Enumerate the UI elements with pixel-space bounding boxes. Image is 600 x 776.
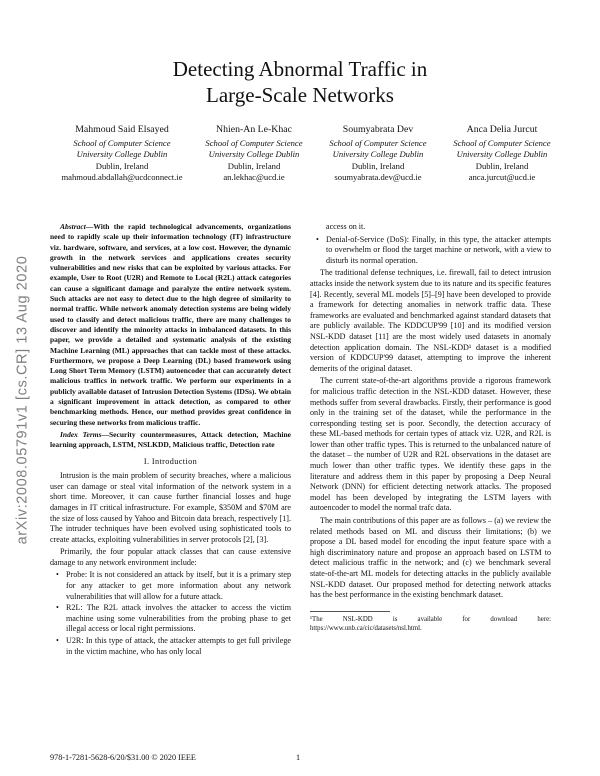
abstract [50,222,291,428]
list-item-text: U2R: In this type of attack, the attacker attempts to get full privilege in the victim machine, who has only local [66,636,291,656]
author-email: soumyabrata.dev@ucd.ie [334,171,422,182]
attack-class-list-continued [310,235,551,267]
author-name: Soumyabrata Dev [342,124,414,135]
title-line-2: Large-Scale Networks [206,83,394,107]
author-city: Dublin, Ireland [227,160,281,171]
author-dept: School of Computer Science [329,138,427,149]
list-item [316,234,551,267]
author-name: Anca Delia Jurcut [466,124,538,135]
intro-paragraph-2: Primarily, the four popular attack classes that can cause extensive damage to any network environment include: [50,547,291,567]
author-dept: School of Computer Science [205,138,303,149]
list-item-text: Denial-of-Service (DoS): Finally, in this type, the attacker attempts to overwhelm or flood the target machine or network, with a view to disturb its normal operation. [326,234,551,265]
left-column [50,222,291,659]
list-item-text: R2L: The R2L attack involves the attacker to access the victim machine using some vulnerabilities from the probing phase to get illegal access or local right permissions. [66,603,291,634]
body-paragraph-3: The main contributions of this paper are as follows – (a) we review the related methods based on ML and discuss their limitations; (b) we propose a DL based model for encoding the input feature space with a high discriminatory nature and propose an approach based on LSTM to detect malicious traffic in the network; and (c) we benchmark several state-of-the-art ML models for detecting attacks in the publicly available NSL-KDD dataset. Our proposed method for detecting network attacks has the best performance in the existing benchmark dataset. [310,516,551,600]
copyright-footer: 978-1-7281-5628-6/20/$31.00 © 2020 IEEE [50,753,196,762]
list-item-text: Probe: It is not considered an attack by itself, but it is a primary step for any attacker to get more information about any network vulnerabilities that will allow for a future attack. [66,570,291,601]
author-name: Mahmoud Said Elsayed [75,124,169,135]
author-dept: School of Computer Science [453,138,551,149]
author-city: Dublin, Ireland [95,160,149,171]
index-terms-label: Index Terms [60,429,102,439]
author-email: an.lekhac@ucd.ie [223,171,285,182]
author-email: mahmoud.abdallah@ucdconnect.ie [61,171,183,182]
author-dept: School of Computer Science [73,138,171,149]
footnote-rule [310,611,390,612]
bullet-icon: • [56,636,59,646]
right-column [310,222,551,635]
author-univ: University College Dublin [332,149,424,160]
abstract-text: —With the rapid technological advancements, organizations need to rapidly scale up their information technology (IT) infrastructure viz. hardware, software, and services, at a low cost. However, the dynamic growth in the network services and applications creates security vulnerabilities and new risks that can be exploited by various attacks. For example, User to Root (U2R) and Remote to Local (R2L) attack categories can cause a significant damage and paralyze the entire network system. Such attacks are not easy to detect due to the high degree of similarity to normal traffic. While network anomaly detection systems are being widely used to classify and detect malicious traffic, there are many challenges to discover and identify the minority attacks in imbalanced datasets. In this paper, we provide a detailed and systematic analysis of the existing Machine Learning (ML) approaches that can tackle most of these attacks. Furthermore, we propose a Deep Learning (DL) based framework using Long Short Term Memory (LSTM) autoencoder that can accurately detect malicious traffics in network traffic. We perform our experiments in a publicly available dataset of Intrusion Detection Systems (IDSs). We obtain a significant improvement in attack detection, as compared to other benchmarking methods. Hence, our method provides great confidence in securing these networks from malicious traffic. [50,222,291,427]
title-line-1: Detecting Abnormal Traffic in [172,57,428,81]
author-2 [192,124,316,183]
bullet-icon: • [316,234,319,244]
page-number: 1 [296,753,301,762]
list-item [56,603,291,635]
list-item [56,636,291,657]
index-terms-text: —Security countermeasures, Attack detection, Machine learning approach, LSTM, NSLKDD, Malicious traffic, Detection rate [50,429,291,450]
footnote: ¹The NSL-KDD is available for download here: https://www.unb.ca/cic/datasets/nsl.html. [310,615,551,632]
author-4 [440,124,564,183]
author-univ: University College Dublin [76,149,168,160]
abstract-label: Abstract [60,222,86,231]
index-terms [50,430,291,451]
author-city: Dublin, Ireland [351,160,405,171]
arxiv-stamp-text: arXiv:2008.05791v1 [cs.CR] 13 Aug 2020 [14,255,30,545]
author-univ: University College Dublin [208,149,300,160]
author-email: anca.jurcut@ucd.ie [468,171,536,182]
list-item [56,570,291,602]
body-paragraph-2: The current state-of-the-art algorithms provide a rigorous framework for malicious traffic detection in the NSL-KDD dataset. However, these methods suffer from several drawbacks. Firstly, their performance is good only in the training set of the dataset, while the performance in the corresponding testing set is poor. Secondly, the detection accuracy of these ML-based methods for certain types of attack viz. U2R, and R2L is lower than other traffic types. This is returned to the unbalanced nature of the dataset – the number of U2R and R2L observations in the dataset are much lower than other traffic types. We identify these gaps in the literature and address them in this paper by proposing a Deep Neural Network (DNN) for efficient detecting network attacks. The proposed model has been developed by integrating the LSTM layers with autoencoder to model the normal trafc data. [310,376,551,513]
author-1 [52,124,192,183]
author-3 [316,124,440,183]
bullet-icon: • [56,570,59,580]
bullet-icon: • [56,603,59,613]
author-city: Dublin, Ireland [475,160,529,171]
paper-title [60,56,540,108]
author-name: Nhien-An Le-Khac [216,124,292,135]
section-heading: I. Introduction [143,456,198,466]
arxiv-stamp [2,200,42,600]
intro-paragraph-1: Intrusion is the main problem of security breaches, where a malicious user can damage or steal vital information of the network system in a short time. Moreover, it can cause further financial losses and huge damages in IT critical infrastructure. For example, $350M and $70M are the size of loss caused by Yahoo and Bitcoin data breach, respectively [1]. The intruder techniques have been evolved using sophisticated tools to create attacks, exploiting vulnerabilities in server protocols [2], [3]. [50,471,291,544]
attack-class-list [50,570,291,657]
author-univ: University College Dublin [456,149,548,160]
body-paragraph-1: The traditional defense techniques, i.e. firewall, fail to detect intrusion attacks inside the network system due to its nature and its specific features [4]. Recently, several ML models [5]–[9] have been developed to provide a framework for detecting anomalies in network traffic data. These frameworks are evaluated and benchmarked against standard datasets that are publicly available. The KDDCUP'99 [10] and its modified version NSL-KDD dataset [11] are the most widely used datasets in anomaly detection application domain. The NSL-KDD¹ dataset is a modified version of KDDCUP'99 dataset, attempting to improve the inherent demerits of the original dataset. [310,268,551,373]
author-block [52,124,564,183]
bullet-continuation: access on it. [326,222,366,231]
